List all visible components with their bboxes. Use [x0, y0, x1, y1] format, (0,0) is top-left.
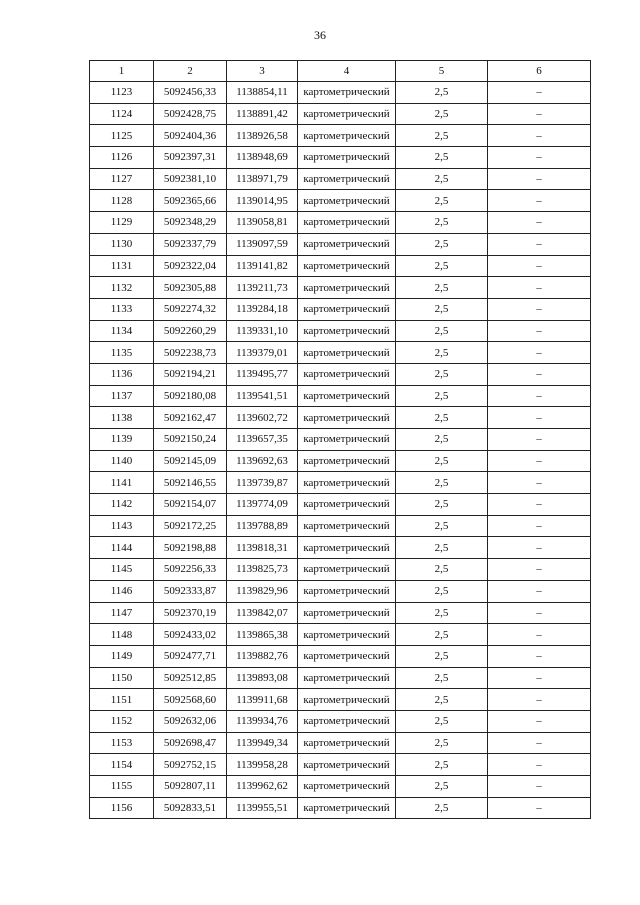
y-coordinate-cell: 1139882,76: [227, 645, 298, 667]
column-header: 3: [227, 61, 298, 82]
y-coordinate-cell: 1138926,58: [227, 125, 298, 147]
accuracy-cell: 2,5: [396, 168, 488, 190]
column-header: 5: [396, 61, 488, 82]
note-cell: –: [488, 559, 591, 581]
method-cell: картометрический: [298, 277, 396, 299]
x-coordinate-cell: 5092172,25: [154, 515, 227, 537]
y-coordinate-cell: 1139893,08: [227, 667, 298, 689]
table-row: [90, 450, 591, 472]
point-number-cell: 1131: [90, 255, 154, 277]
point-number-cell: 1123: [90, 82, 154, 104]
point-number-cell: 1153: [90, 732, 154, 754]
point-number-cell: 1126: [90, 147, 154, 169]
y-coordinate-cell: 1139825,73: [227, 559, 298, 581]
accuracy-cell: 2,5: [396, 689, 488, 711]
x-coordinate-cell: 5092404,36: [154, 125, 227, 147]
method-cell: картометрический: [298, 147, 396, 169]
accuracy-cell: 2,5: [396, 667, 488, 689]
x-coordinate-cell: 5092833,51: [154, 797, 227, 819]
x-coordinate-cell: 5092632,06: [154, 710, 227, 732]
method-cell: картометрический: [298, 233, 396, 255]
x-coordinate-cell: 5092348,29: [154, 212, 227, 234]
note-cell: –: [488, 450, 591, 472]
point-number-cell: 1125: [90, 125, 154, 147]
point-number-cell: 1133: [90, 298, 154, 320]
method-cell: картометрический: [298, 82, 396, 104]
accuracy-cell: 2,5: [396, 776, 488, 798]
method-cell: картометрический: [298, 363, 396, 385]
column-header: 2: [154, 61, 227, 82]
note-cell: –: [488, 190, 591, 212]
x-coordinate-cell: 5092198,88: [154, 537, 227, 559]
y-coordinate-cell: 1139842,07: [227, 602, 298, 624]
point-number-cell: 1137: [90, 385, 154, 407]
accuracy-cell: 2,5: [396, 125, 488, 147]
accuracy-cell: 2,5: [396, 255, 488, 277]
x-coordinate-cell: 5092477,71: [154, 645, 227, 667]
method-cell: картометрический: [298, 168, 396, 190]
accuracy-cell: 2,5: [396, 732, 488, 754]
coordinates-table: [89, 60, 591, 819]
table-row: [90, 429, 591, 451]
accuracy-cell: 2,5: [396, 645, 488, 667]
table-row: [90, 233, 591, 255]
x-coordinate-cell: 5092456,33: [154, 82, 227, 104]
point-number-cell: 1152: [90, 710, 154, 732]
accuracy-cell: 2,5: [396, 624, 488, 646]
y-coordinate-cell: 1139211,73: [227, 277, 298, 299]
accuracy-cell: 2,5: [396, 233, 488, 255]
note-cell: –: [488, 494, 591, 516]
method-cell: картометрический: [298, 103, 396, 125]
x-coordinate-cell: 5092433,02: [154, 624, 227, 646]
table-row: [90, 645, 591, 667]
table-row: [90, 537, 591, 559]
method-cell: картометрический: [298, 776, 396, 798]
table-row: [90, 82, 591, 104]
note-cell: –: [488, 797, 591, 819]
point-number-cell: 1138: [90, 407, 154, 429]
x-coordinate-cell: 5092807,11: [154, 776, 227, 798]
method-cell: картометрический: [298, 298, 396, 320]
table-row: [90, 754, 591, 776]
table-row: [90, 320, 591, 342]
point-number-cell: 1147: [90, 602, 154, 624]
method-cell: картометрический: [298, 429, 396, 451]
point-number-cell: 1142: [90, 494, 154, 516]
accuracy-cell: 2,5: [396, 407, 488, 429]
method-cell: картометрический: [298, 732, 396, 754]
method-cell: картометрический: [298, 342, 396, 364]
x-coordinate-cell: 5092337,79: [154, 233, 227, 255]
column-header: 6: [488, 61, 591, 82]
note-cell: –: [488, 710, 591, 732]
note-cell: –: [488, 776, 591, 798]
y-coordinate-cell: 1138971,79: [227, 168, 298, 190]
point-number-cell: 1130: [90, 233, 154, 255]
point-number-cell: 1124: [90, 103, 154, 125]
method-cell: картометрический: [298, 754, 396, 776]
point-number-cell: 1134: [90, 320, 154, 342]
method-cell: картометрический: [298, 645, 396, 667]
table-row: [90, 472, 591, 494]
y-coordinate-cell: 1138948,69: [227, 147, 298, 169]
note-cell: –: [488, 515, 591, 537]
note-cell: –: [488, 645, 591, 667]
accuracy-cell: 2,5: [396, 450, 488, 472]
accuracy-cell: 2,5: [396, 212, 488, 234]
method-cell: картометрический: [298, 537, 396, 559]
table-row: [90, 363, 591, 385]
x-coordinate-cell: 5092698,47: [154, 732, 227, 754]
table-row: [90, 580, 591, 602]
accuracy-cell: 2,5: [396, 363, 488, 385]
method-cell: картометрический: [298, 602, 396, 624]
table-row: [90, 559, 591, 581]
x-coordinate-cell: 5092428,75: [154, 103, 227, 125]
method-cell: картометрический: [298, 515, 396, 537]
x-coordinate-cell: 5092370,19: [154, 602, 227, 624]
method-cell: картометрический: [298, 255, 396, 277]
table-row: [90, 298, 591, 320]
point-number-cell: 1145: [90, 559, 154, 581]
point-number-cell: 1143: [90, 515, 154, 537]
note-cell: –: [488, 580, 591, 602]
x-coordinate-cell: 5092180,08: [154, 385, 227, 407]
method-cell: картометрический: [298, 580, 396, 602]
y-coordinate-cell: 1139495,77: [227, 363, 298, 385]
table-row: [90, 602, 591, 624]
point-number-cell: 1144: [90, 537, 154, 559]
x-coordinate-cell: 5092162,47: [154, 407, 227, 429]
point-number-cell: 1132: [90, 277, 154, 299]
note-cell: –: [488, 342, 591, 364]
y-coordinate-cell: 1139818,31: [227, 537, 298, 559]
note-cell: –: [488, 754, 591, 776]
note-cell: –: [488, 103, 591, 125]
y-coordinate-cell: 1139541,51: [227, 385, 298, 407]
note-cell: –: [488, 125, 591, 147]
point-number-cell: 1136: [90, 363, 154, 385]
table-row: [90, 797, 591, 819]
table-row: [90, 667, 591, 689]
accuracy-cell: 2,5: [396, 472, 488, 494]
y-coordinate-cell: 1139097,59: [227, 233, 298, 255]
table-row: [90, 103, 591, 125]
note-cell: –: [488, 667, 591, 689]
table-header-row: [90, 61, 591, 82]
point-number-cell: 1141: [90, 472, 154, 494]
method-cell: картометрический: [298, 320, 396, 342]
accuracy-cell: 2,5: [396, 277, 488, 299]
table-row: [90, 732, 591, 754]
table-row: [90, 624, 591, 646]
x-coordinate-cell: 5092154,07: [154, 494, 227, 516]
accuracy-cell: 2,5: [396, 754, 488, 776]
point-number-cell: 1127: [90, 168, 154, 190]
point-number-cell: 1151: [90, 689, 154, 711]
accuracy-cell: 2,5: [396, 537, 488, 559]
point-number-cell: 1149: [90, 645, 154, 667]
x-coordinate-cell: 5092381,10: [154, 168, 227, 190]
y-coordinate-cell: 1139014,95: [227, 190, 298, 212]
accuracy-cell: 2,5: [396, 710, 488, 732]
point-number-cell: 1150: [90, 667, 154, 689]
y-coordinate-cell: 1138854,11: [227, 82, 298, 104]
point-number-cell: 1146: [90, 580, 154, 602]
accuracy-cell: 2,5: [396, 580, 488, 602]
accuracy-cell: 2,5: [396, 429, 488, 451]
point-number-cell: 1135: [90, 342, 154, 364]
page-number: 36: [314, 28, 326, 42]
accuracy-cell: 2,5: [396, 82, 488, 104]
note-cell: –: [488, 363, 591, 385]
y-coordinate-cell: 1139657,35: [227, 429, 298, 451]
x-coordinate-cell: 5092146,55: [154, 472, 227, 494]
y-coordinate-cell: 1139949,34: [227, 732, 298, 754]
table-row: [90, 342, 591, 364]
accuracy-cell: 2,5: [396, 147, 488, 169]
point-number-cell: 1140: [90, 450, 154, 472]
method-cell: картометрический: [298, 450, 396, 472]
point-number-cell: 1155: [90, 776, 154, 798]
y-coordinate-cell: 1139955,51: [227, 797, 298, 819]
note-cell: –: [488, 624, 591, 646]
accuracy-cell: 2,5: [396, 298, 488, 320]
x-coordinate-cell: 5092333,87: [154, 580, 227, 602]
table-row: [90, 255, 591, 277]
method-cell: картометрический: [298, 797, 396, 819]
y-coordinate-cell: 1139141,82: [227, 255, 298, 277]
note-cell: –: [488, 168, 591, 190]
table-row: [90, 125, 591, 147]
y-coordinate-cell: 1139379,01: [227, 342, 298, 364]
x-coordinate-cell: 5092752,15: [154, 754, 227, 776]
table-body: [90, 82, 591, 819]
note-cell: –: [488, 537, 591, 559]
method-cell: картометрический: [298, 494, 396, 516]
x-coordinate-cell: 5092305,88: [154, 277, 227, 299]
x-coordinate-cell: 5092194,21: [154, 363, 227, 385]
note-cell: –: [488, 298, 591, 320]
y-coordinate-cell: 1139774,09: [227, 494, 298, 516]
table-row: [90, 385, 591, 407]
accuracy-cell: 2,5: [396, 515, 488, 537]
x-coordinate-cell: 5092274,32: [154, 298, 227, 320]
column-header: 1: [90, 61, 154, 82]
x-coordinate-cell: 5092397,31: [154, 147, 227, 169]
table-row: [90, 190, 591, 212]
note-cell: –: [488, 82, 591, 104]
table-row: [90, 515, 591, 537]
accuracy-cell: 2,5: [396, 103, 488, 125]
x-coordinate-cell: 5092512,85: [154, 667, 227, 689]
y-coordinate-cell: 1139788,89: [227, 515, 298, 537]
y-coordinate-cell: 1139331,10: [227, 320, 298, 342]
x-coordinate-cell: 5092145,09: [154, 450, 227, 472]
point-number-cell: 1139: [90, 429, 154, 451]
note-cell: –: [488, 385, 591, 407]
note-cell: –: [488, 320, 591, 342]
y-coordinate-cell: 1139284,18: [227, 298, 298, 320]
note-cell: –: [488, 255, 591, 277]
y-coordinate-cell: 1139058,81: [227, 212, 298, 234]
note-cell: –: [488, 212, 591, 234]
accuracy-cell: 2,5: [396, 190, 488, 212]
accuracy-cell: 2,5: [396, 320, 488, 342]
note-cell: –: [488, 689, 591, 711]
y-coordinate-cell: 1138891,42: [227, 103, 298, 125]
note-cell: –: [488, 147, 591, 169]
point-number-cell: 1156: [90, 797, 154, 819]
y-coordinate-cell: 1139829,96: [227, 580, 298, 602]
table-row: [90, 407, 591, 429]
x-coordinate-cell: 5092322,04: [154, 255, 227, 277]
method-cell: картометрический: [298, 667, 396, 689]
x-coordinate-cell: 5092568,60: [154, 689, 227, 711]
table-row: [90, 277, 591, 299]
table-row: [90, 168, 591, 190]
point-number-cell: 1148: [90, 624, 154, 646]
method-cell: картометрический: [298, 710, 396, 732]
method-cell: картометрический: [298, 212, 396, 234]
method-cell: картометрический: [298, 689, 396, 711]
y-coordinate-cell: 1139865,38: [227, 624, 298, 646]
y-coordinate-cell: 1139602,72: [227, 407, 298, 429]
note-cell: –: [488, 277, 591, 299]
y-coordinate-cell: 1139692,63: [227, 450, 298, 472]
table-row: [90, 689, 591, 711]
y-coordinate-cell: 1139911,68: [227, 689, 298, 711]
x-coordinate-cell: 5092365,66: [154, 190, 227, 212]
x-coordinate-cell: 5092260,29: [154, 320, 227, 342]
accuracy-cell: 2,5: [396, 494, 488, 516]
x-coordinate-cell: 5092256,33: [154, 559, 227, 581]
accuracy-cell: 2,5: [396, 602, 488, 624]
note-cell: –: [488, 602, 591, 624]
note-cell: –: [488, 472, 591, 494]
y-coordinate-cell: 1139739,87: [227, 472, 298, 494]
y-coordinate-cell: 1139958,28: [227, 754, 298, 776]
method-cell: картометрический: [298, 624, 396, 646]
method-cell: картометрический: [298, 190, 396, 212]
y-coordinate-cell: 1139962,62: [227, 776, 298, 798]
table-row: [90, 776, 591, 798]
accuracy-cell: 2,5: [396, 385, 488, 407]
point-number-cell: 1128: [90, 190, 154, 212]
x-coordinate-cell: 5092150,24: [154, 429, 227, 451]
y-coordinate-cell: 1139934,76: [227, 710, 298, 732]
method-cell: картометрический: [298, 472, 396, 494]
table-row: [90, 212, 591, 234]
note-cell: –: [488, 233, 591, 255]
accuracy-cell: 2,5: [396, 559, 488, 581]
note-cell: –: [488, 407, 591, 429]
method-cell: картометрический: [298, 385, 396, 407]
x-coordinate-cell: 5092238,73: [154, 342, 227, 364]
table-row: [90, 147, 591, 169]
method-cell: картометрический: [298, 125, 396, 147]
method-cell: картометрический: [298, 559, 396, 581]
method-cell: картометрический: [298, 407, 396, 429]
point-number-cell: 1129: [90, 212, 154, 234]
note-cell: –: [488, 732, 591, 754]
accuracy-cell: 2,5: [396, 797, 488, 819]
table-row: [90, 710, 591, 732]
column-header: 4: [298, 61, 396, 82]
table-row: [90, 494, 591, 516]
accuracy-cell: 2,5: [396, 342, 488, 364]
point-number-cell: 1154: [90, 754, 154, 776]
note-cell: –: [488, 429, 591, 451]
